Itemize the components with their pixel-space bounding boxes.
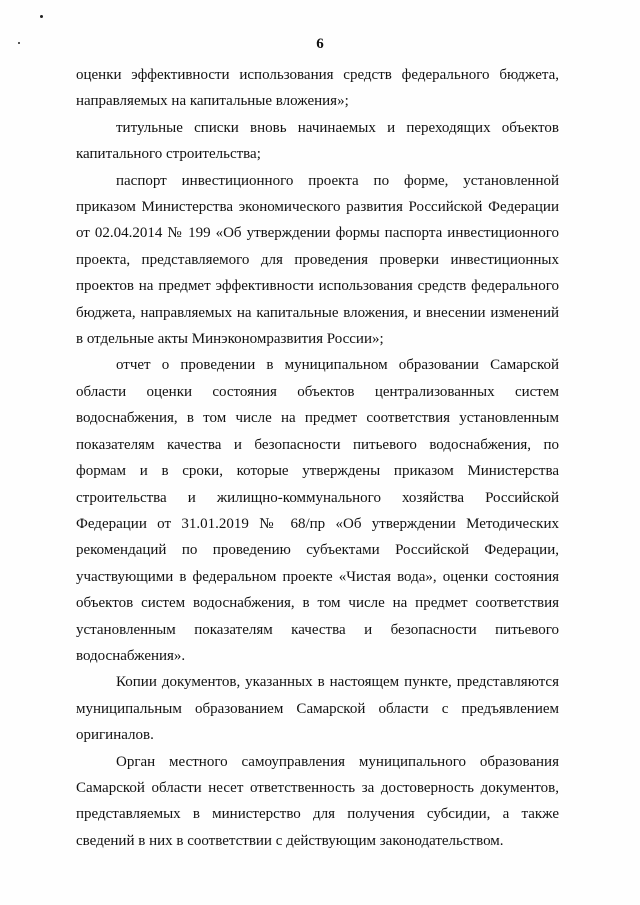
scan-speck (40, 15, 43, 18)
paragraph-title-lists: титульные списки вновь начинаемых и переходящих объектов капитального строительства; (76, 119, 559, 163)
paragraph-copies: Копии документов, указанных в настоящем пункте, представляются муниципальным образованием Самарской области с предъявлением оригиналов. (76, 674, 559, 744)
paragraph-continued: оценки эффективности использования средств федерального бюджета, направляемых на капитальные вложения»; (76, 67, 559, 110)
paragraph-water-report: отчет о проведении в муниципальном образовании Самарской области оценки состояния объектов централизованных систем водоснабжения, в том числе на предмет соответствия установленным показателям качества и безопасности питьевого водоснабжения, по формам и в сроки, которые утверждены приказом Министерства строительства и жилищно-коммунального хозяйства Российской Федерации от 31.01.2019 № 68/пр «Об утверждении Методических рекомендаций по проведению субъектами Российской Федерации, участвующими в федеральном проекте «Чистая вода», оценки состояния объектов систем водоснабжения, в том числе на предмет соответствия установленным показателям качества и безопасности питьевого водоснабжения». (76, 357, 559, 664)
paragraph-investment-passport: паспорт инвестиционного проекта по форме, установленной приказом Министерства экономического развития Российской Федерации от 02.04.2014 № 199 «Об утверждении формы паспорта инвестиционного проекта, представляемого для проведения проверки инвестиционных проектов на предмет эффективности использования средств федерального бюджета, направляемых на капитальные вложения, и внесении изменений в отдельные акты Минэкономразвития России»; (76, 172, 559, 348)
document-body (76, 62, 559, 854)
paragraph-responsibility: Орган местного самоуправления муниципального образования Самарской области несет ответственность за достоверность документов, представляемых в министерство для получения субсидии, а также сведений в них в соответствии с действующим законодательством. (76, 753, 559, 849)
page-number: 6 (316, 36, 324, 52)
